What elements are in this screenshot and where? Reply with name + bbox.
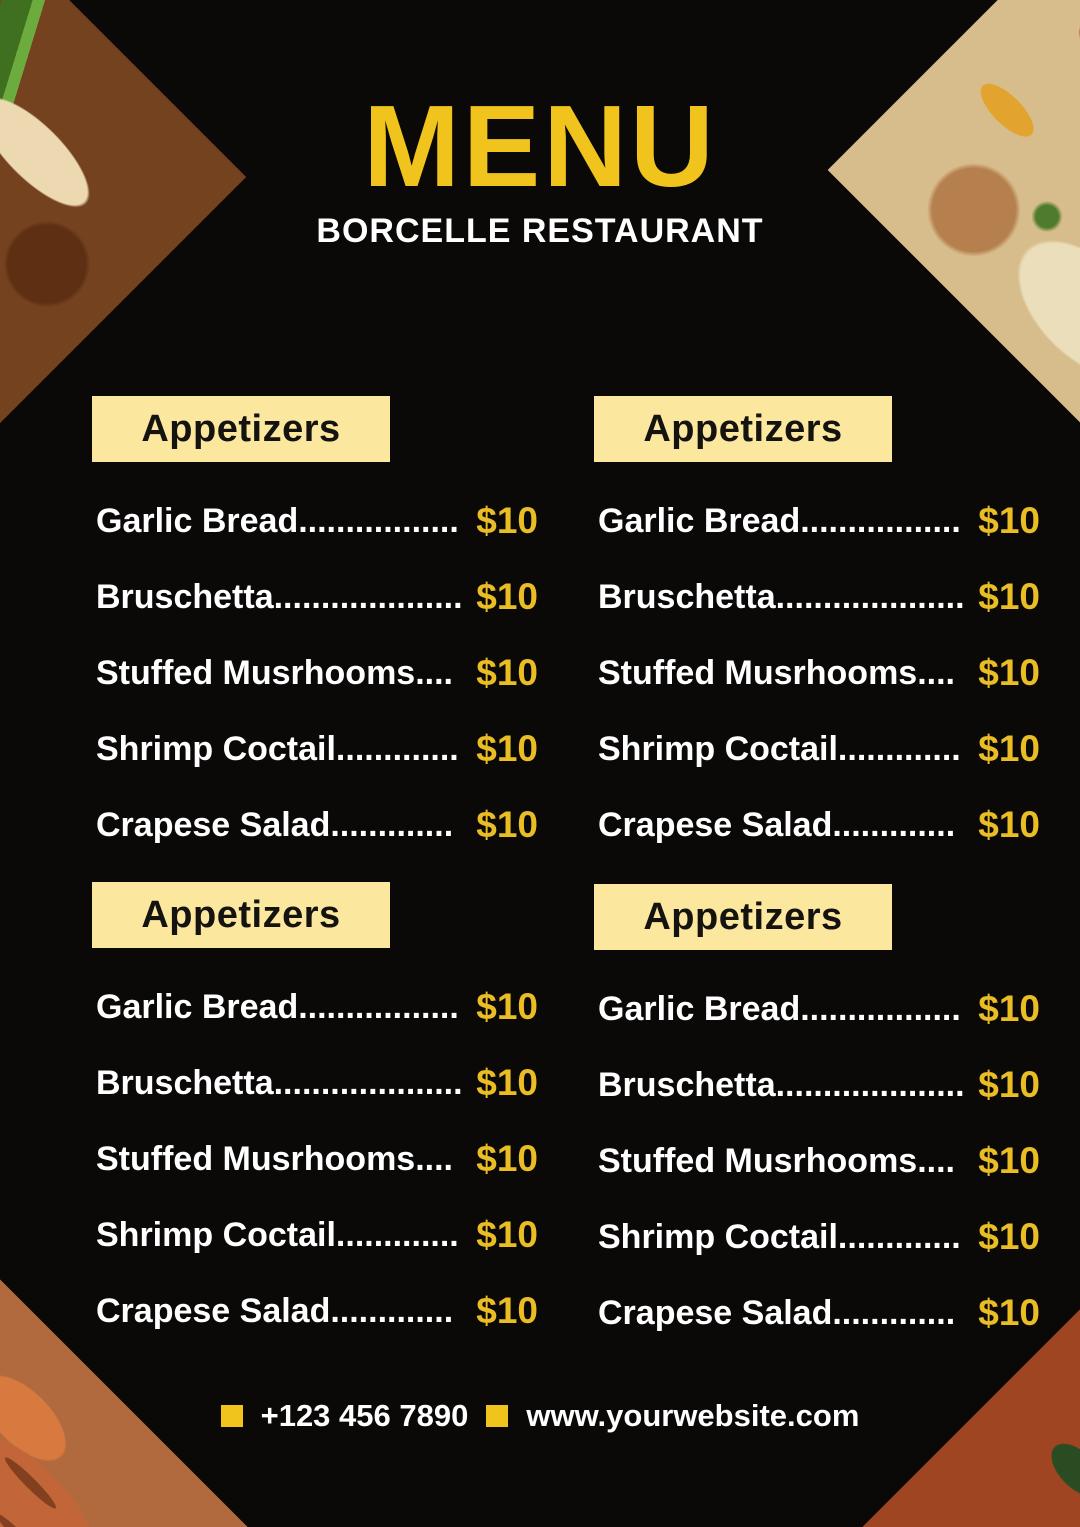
menu-item (594, 1123, 1040, 1199)
menu-item-price: $10 (476, 1214, 538, 1255)
menu-item (92, 1121, 538, 1197)
menu-item (594, 483, 1040, 559)
menu-item (92, 711, 538, 787)
contact-footer (0, 1398, 1080, 1434)
masthead (0, 81, 1080, 251)
menu-item-name: Garlic Bread................. (598, 989, 961, 1028)
section-heading: Appetizers (594, 396, 892, 462)
yellow-square-icon (486, 1405, 508, 1427)
restaurant-name: BORCELLE RESTAURANT (316, 212, 764, 250)
phone-number: +123 456 7890 (260, 1398, 469, 1433)
menu-item-name: Shrimp Coctail............. (598, 1217, 961, 1256)
menu-item (594, 711, 1040, 787)
menu-item-name: Shrimp Coctail............. (598, 729, 961, 768)
menu-item-name: Crapese Salad............. (598, 1293, 956, 1332)
menu-item-price: $10 (476, 652, 538, 693)
menu-item-price: $10 (978, 728, 1040, 769)
menu-item-name: Garlic Bread................. (96, 501, 459, 540)
menu-item-name: Shrimp Coctail............. (96, 729, 459, 768)
menu-item-price: $10 (476, 1062, 538, 1103)
menu-item (92, 1273, 538, 1349)
menu-item (594, 787, 1040, 863)
menu-item-name: Stuffed Musrhooms.... (96, 1139, 453, 1178)
menu-item-price: $10 (476, 500, 538, 541)
menu-item (594, 1275, 1040, 1351)
menu-item (594, 971, 1040, 1047)
menu-item-name: Shrimp Coctail............. (96, 1215, 459, 1254)
menu-item-name: Bruschetta.................... (598, 577, 965, 616)
menu-item-name: Crapese Salad............. (96, 805, 454, 844)
section-heading: Appetizers (92, 396, 390, 462)
menu-item (92, 483, 538, 559)
menu-item-price: $10 (476, 1138, 538, 1179)
menu-item-list (92, 969, 538, 1349)
menu-item-name: Bruschetta.................... (598, 1065, 965, 1104)
menu-item-name: Stuffed Musrhooms.... (598, 1141, 955, 1180)
menu-section-2 (594, 396, 1040, 863)
menu-item-price: $10 (476, 576, 538, 617)
menu-item-name: Stuffed Musrhooms.... (96, 653, 453, 692)
menu-section-3 (92, 882, 538, 1349)
menu-item (92, 635, 538, 711)
menu-item-name: Crapese Salad............. (96, 1291, 454, 1330)
section-heading: Appetizers (92, 882, 390, 948)
menu-item-price: $10 (476, 986, 538, 1027)
menu-item (594, 1199, 1040, 1275)
menu-item-price: $10 (978, 988, 1040, 1029)
menu-item-price: $10 (476, 804, 538, 845)
menu-item-name: Crapese Salad............. (598, 805, 956, 844)
menu-section-1 (92, 396, 538, 863)
menu-item-price: $10 (476, 1290, 538, 1331)
menu-item (594, 635, 1040, 711)
menu-item-list (594, 971, 1040, 1351)
website-url: www.yourwebsite.com (526, 1398, 860, 1433)
yellow-square-icon (221, 1405, 243, 1427)
menu-section-4 (594, 884, 1040, 1351)
section-heading: Appetizers (594, 884, 892, 950)
menu-item-name: Stuffed Musrhooms.... (598, 653, 955, 692)
menu-item (594, 1047, 1040, 1123)
menu-item-price: $10 (978, 804, 1040, 845)
menu-item-price: $10 (978, 1216, 1040, 1257)
menu-item-name: Garlic Bread................. (96, 987, 459, 1026)
menu-item-name: Garlic Bread................. (598, 501, 961, 540)
menu-item-price: $10 (978, 576, 1040, 617)
menu-item (92, 559, 538, 635)
menu-item-name: Bruschetta.................... (96, 1063, 463, 1102)
page-title: MENU (363, 81, 717, 211)
menu-item-price: $10 (978, 1064, 1040, 1105)
menu-item-price: $10 (476, 728, 538, 769)
menu-item-list (594, 483, 1040, 863)
menu-item-list (92, 483, 538, 863)
menu-item (92, 1045, 538, 1121)
menu-item-price: $10 (978, 500, 1040, 541)
menu-item-price: $10 (978, 1140, 1040, 1181)
menu-item (92, 1197, 538, 1273)
menu-item-name: Bruschetta.................... (96, 577, 463, 616)
menu-item-price: $10 (978, 652, 1040, 693)
menu-item (92, 787, 538, 863)
menu-item (92, 969, 538, 1045)
menu-item-price: $10 (978, 1292, 1040, 1333)
menu-item (594, 559, 1040, 635)
